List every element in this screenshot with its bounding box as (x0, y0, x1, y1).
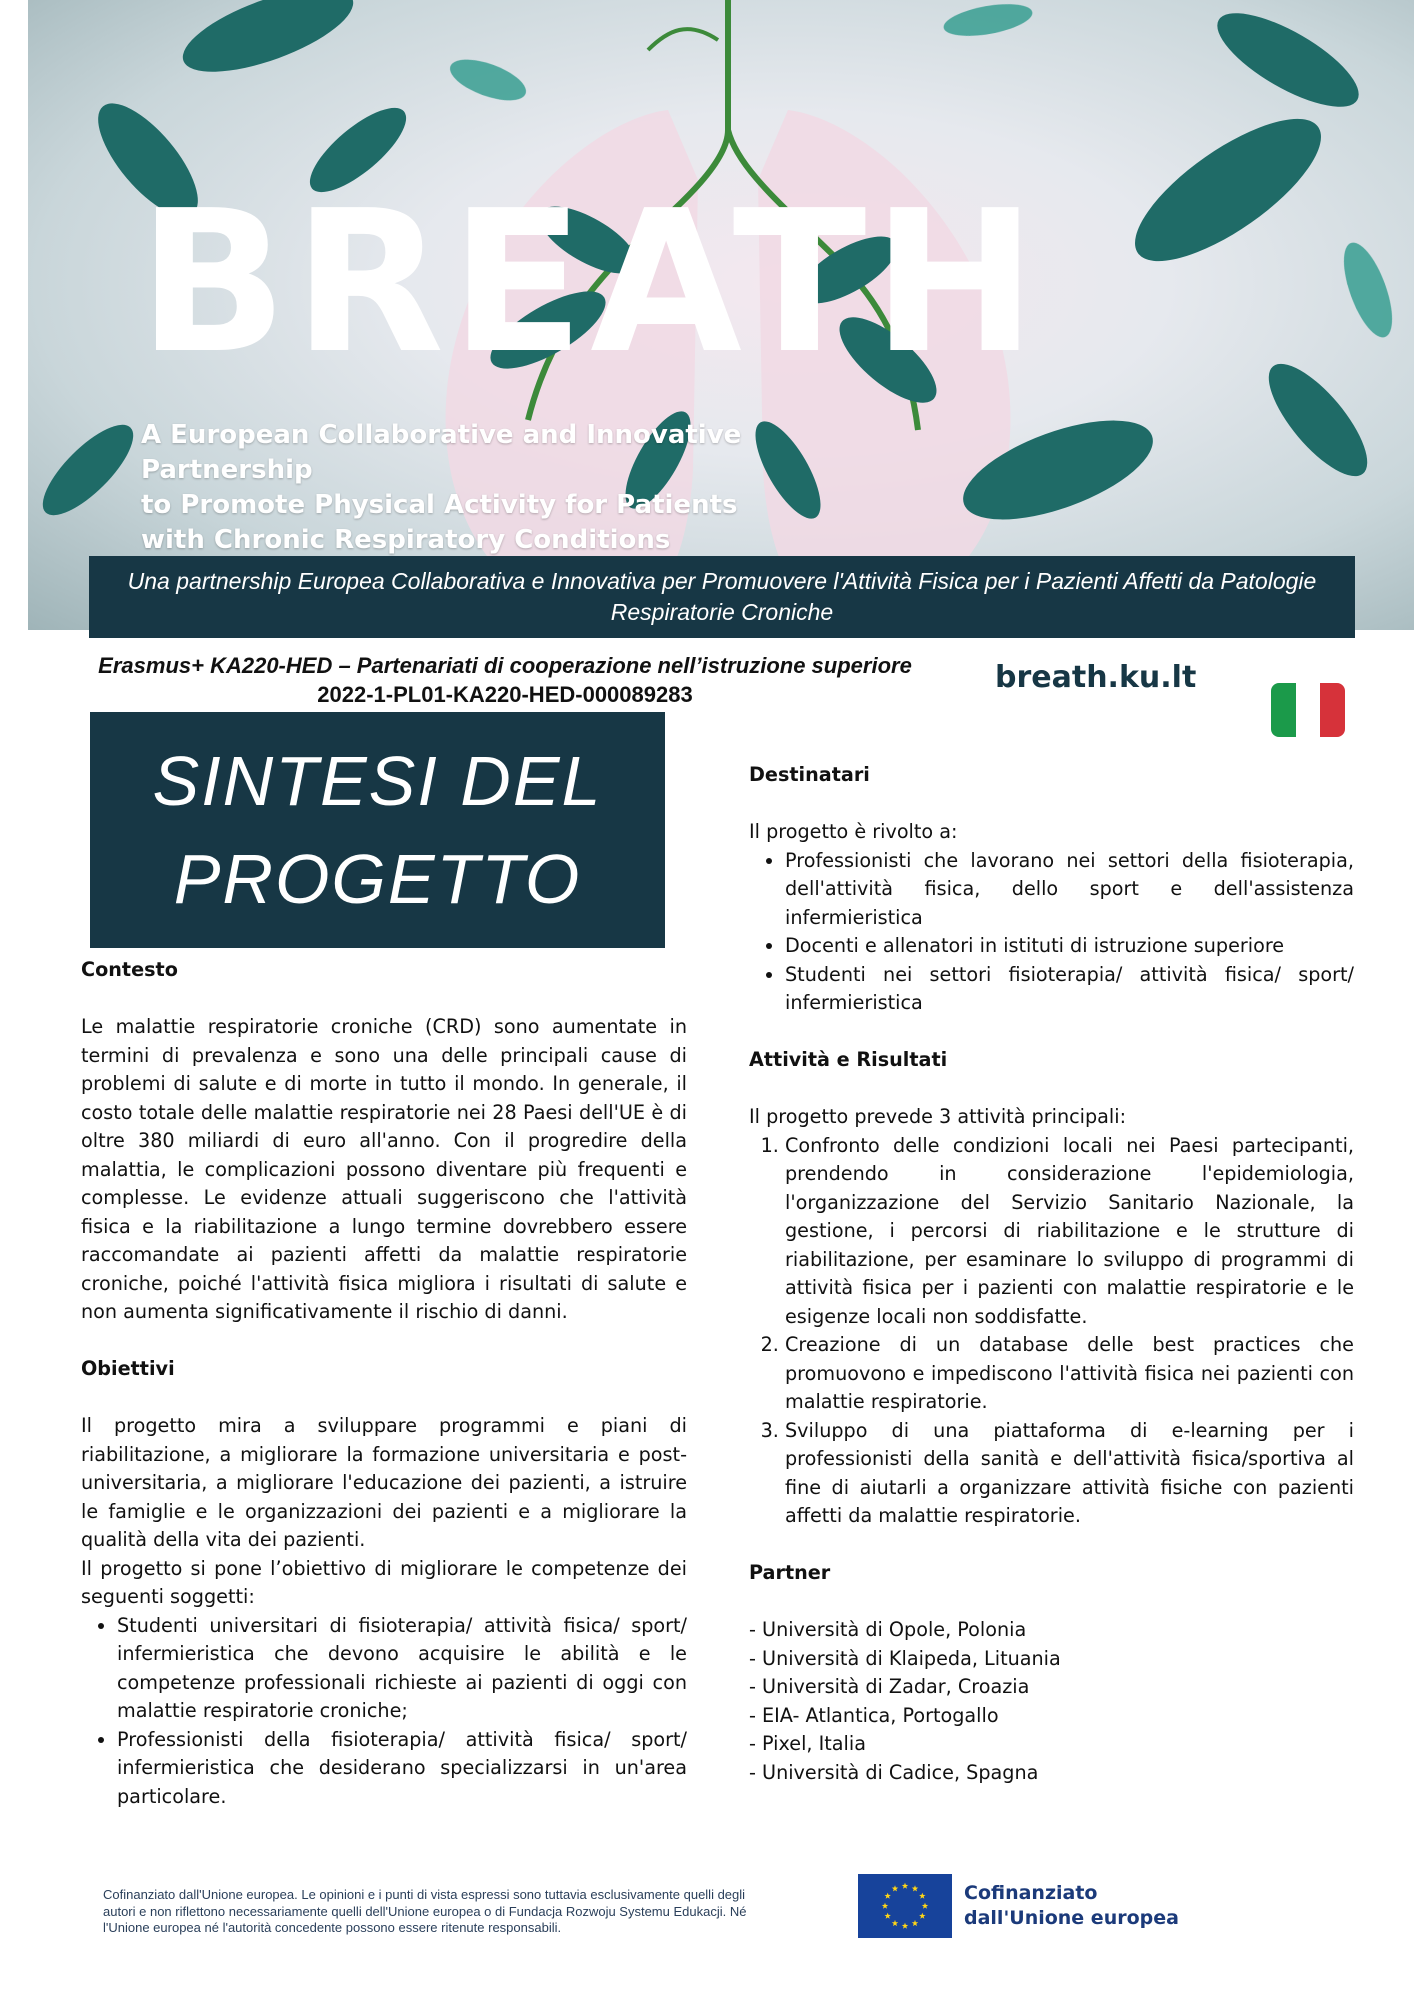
flag-stripe-green (1271, 683, 1296, 737)
list-item: • Professionisti che lavorano nei settori della fisioterapia, dell'attività fisica, dello sport e dell'assistenza infermieristica (785, 847, 1354, 933)
right-column (749, 761, 1354, 1787)
summary-title-line: PROGETTO (173, 840, 582, 918)
project-code: 2022-1-PL01-KA220-HED-000089283 (317, 682, 693, 707)
eu-cofunded-text (964, 1881, 1179, 1931)
italian-flag-icon (1271, 683, 1345, 737)
hero-subtitle-line: to Promote Physical Activity for Patients (141, 490, 738, 520)
list-item: • Studenti nei settori fisioterapia/ attività fisica/ sport/ infermieristica (785, 961, 1354, 1018)
hero-subtitle (141, 418, 901, 558)
flag-stripe-white (1296, 683, 1321, 737)
eu-cofunded-logo (858, 1874, 1188, 1938)
left-column (81, 956, 687, 1811)
summary-title-line: SINTESI DEL (152, 742, 603, 820)
partner-item: - Università di Klaipeda, Lituania (749, 1646, 1061, 1670)
destinatari-intro: Il progetto è rivolto a: (749, 820, 958, 843)
partner-item: - Università di Cadice, Spagna (749, 1760, 1039, 1784)
obiettivi-text: Il progetto mira a sviluppare programmi e piani di riabilitazione, a migliorare la formazione universitaria e post-universitaria, a migliorare l'educazione dei pazienti, a istruire le famiglie e le organizzazioni dei pazienti e a migliorare la qualità della vita dei pazienti. (81, 1414, 687, 1551)
erasmus-programme-name: Erasmus+ KA220-HED – Partenariati di cooperazione nell’istruzione superiore (98, 653, 912, 678)
list-item: 3. Sviluppo di una piattaforma di e-learning per i professionisti della sanità e dell'attività fisica/sportiva al fine di aiutarli a organizzare attività fisiche con pazienti affetti da malattie respiratorie. (785, 1417, 1354, 1531)
tagline-text: Una partnership Europea Collaborativa e Innovativa per Promuovere l'Attività Fisica per i Pazienti Affetti da Patologie Respiratorie Croniche (127, 568, 1317, 625)
erasmus-programme (70, 651, 940, 709)
eu-flag-icon (858, 1874, 952, 1938)
destinatari-list (749, 847, 1354, 1018)
eu-text-line: dall'Unione europea (964, 1907, 1179, 1929)
tagline-band (89, 556, 1355, 638)
hero-title: BREATH (138, 169, 1043, 397)
hero-subtitle-line: with Chronic Respiratory Conditions (141, 525, 671, 555)
list-item: • Professionisti della fisioterapia/ attività fisica/ sport/ infermieristica che desiderano specializzarsi in un'area particolare. (117, 1726, 687, 1812)
section-heading-attivita: Attività e Risultati (749, 1048, 948, 1071)
hero-banner (28, 0, 1414, 630)
list-item: • Docenti e allenatori in istituti di istruzione superiore (785, 932, 1354, 961)
list-item: 2. Creazione di un database delle best practices che promuovono e impediscono l'attività fisica nei pazienti con malattie respiratorie. (785, 1331, 1354, 1417)
obiettivi-text-2: Il progetto si pone l’obiettivo di migliorare le competenze dei seguenti soggetti: (81, 1556, 687, 1608)
flag-stripe-red (1320, 683, 1345, 737)
website-link[interactable]: breath.ku.lt (995, 660, 1197, 695)
section-heading-obiettivi: Obiettivi (81, 1357, 175, 1380)
section-heading-destinatari: Destinatari (749, 763, 870, 786)
list-item: 1. Confronto delle condizioni locali nei Paesi partecipanti, prendendo in considerazione l'epidemiologia, l'organizzazione del Servizio Sanitario Nazionale, la gestione, i percorsi di riabilitazione e le strutture di riabilitazione, per esaminare lo sviluppo di programmi di attività fisica per i pazienti con malattie respiratorie e le esigenze locali non soddisfatte. (785, 1132, 1354, 1332)
partner-item: - Università di Zadar, Croazia (749, 1675, 1030, 1698)
partner-item: - Università di Opole, Polonia (749, 1618, 1027, 1641)
list-item: • Studenti universitari di fisioterapia/ attività fisica/ sport/ infermieristica che devono acquisire le abilità e le competenze professionali richieste ai pazienti di oggi con malattie respiratorie croniche; (117, 1612, 687, 1726)
obiettivi-list (81, 1612, 687, 1812)
partner-item: - EIA- Atlantica, Portogallo (749, 1703, 999, 1727)
section-heading-partner: Partner (749, 1561, 831, 1584)
eu-text-line: Cofinanziato (964, 1882, 1098, 1904)
footer-disclaimer: Cofinanziato dall'Unione europea. Le opinioni e i punti di vista espressi sono tuttavia esclusivamente quelli degli autori e non riflettono necessariamente quelli dell'Unione europea o di Fundacja Rozwoju Systemu Edukacji. Né l'Unione europea né l'autorità concedente possono essere ritenute responsabili. (103, 1887, 747, 1935)
hero-subtitle-line: A European Collaborative and Innovative Partnership (141, 420, 742, 485)
contesto-text: Le malattie respiratorie croniche (CRD) sono aumentate in termini di prevalenza e sono una delle principali cause di problemi di salute e di morte in tutto il mondo. In generale, il costo totale delle malattie respiratorie nei 28 Paesi dell'UE è di oltre 380 miliardi di euro all'anno. Con il progredire della malattia, le complicazioni possono diventare più frequenti e complesse. Le evidenze attuali suggeriscono che l'attività fisica e la riabilitazione a lungo termine dovrebbero essere raccomandate ai pazienti affetti da malattie respiratorie croniche, poiché l'attività fisica migliora i risultati di salute e non aumenta significativamente il rischio di danni. (81, 1015, 687, 1323)
attivita-list (749, 1132, 1354, 1531)
section-heading-contesto: Contesto (81, 958, 178, 981)
attivita-intro: Il progetto prevede 3 attività principali: (749, 1105, 1127, 1128)
summary-title-box (90, 712, 665, 948)
partner-item: - Pixel, Italia (749, 1732, 866, 1755)
